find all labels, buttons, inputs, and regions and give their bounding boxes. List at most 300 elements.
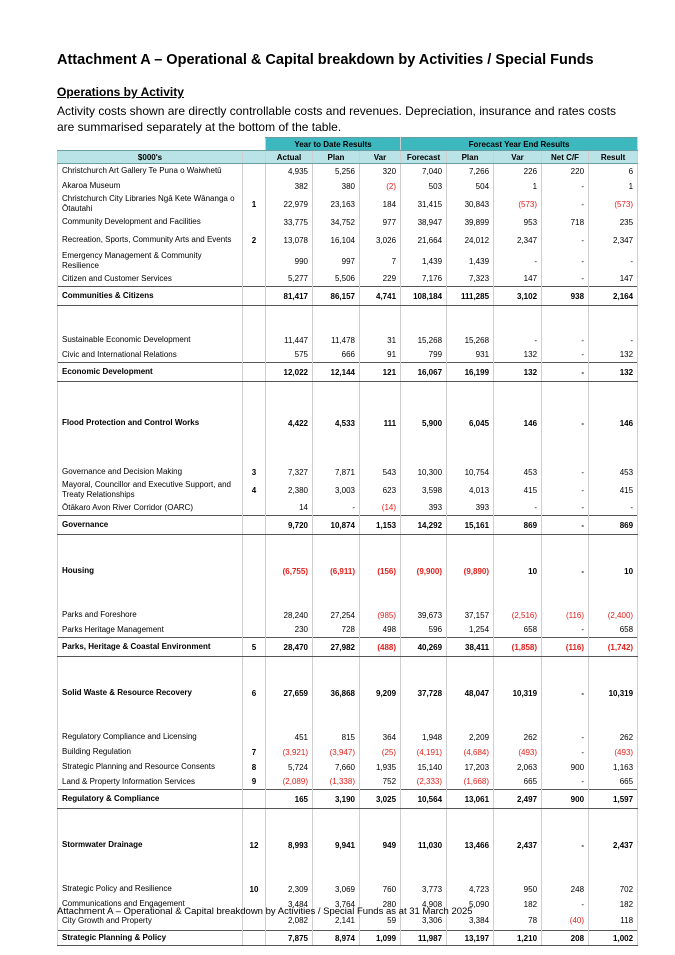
cell-var: 543 [360, 465, 401, 480]
cell-fvar: 262 [494, 730, 542, 745]
cell-plan: 2,141 [313, 912, 360, 931]
cell-forecast: 4,908 [401, 897, 447, 912]
cell-netcf: 900 [542, 760, 589, 775]
table-row [58, 623, 638, 638]
cell-fvar: (493) [494, 745, 542, 760]
cell-plan: 16,104 [313, 230, 360, 251]
table-row [58, 251, 638, 272]
cell-result: (2,400) [589, 608, 638, 623]
cell-fplan: 38,411 [447, 638, 494, 657]
cell-netcf: 220 [542, 164, 589, 179]
cell-netcf: - [542, 745, 589, 760]
cell-fplan: 4,013 [447, 480, 494, 501]
activity-label: Housing [58, 562, 243, 581]
cell-fplan: 6,045 [447, 409, 494, 438]
cell-fplan: 931 [447, 348, 494, 363]
cell-fplan: 7,323 [447, 272, 494, 287]
cell-fvar: 78 [494, 912, 542, 931]
cell-fvar: 3,102 [494, 287, 542, 306]
cell-forecast: 108,184 [401, 287, 447, 306]
table-row [58, 179, 638, 194]
cell-fplan: 4,723 [447, 882, 494, 897]
cell-actual: 28,240 [266, 608, 313, 623]
cell-actual: 4,422 [266, 409, 313, 438]
note-ref: 6 [243, 684, 266, 703]
cell-netcf: - [542, 501, 589, 516]
cell-var: 364 [360, 730, 401, 745]
cell-forecast: 596 [401, 623, 447, 638]
cell-fvar: 2,497 [494, 790, 542, 809]
note-ref [243, 333, 266, 348]
cell-actual: 990 [266, 251, 313, 272]
cell-netcf: - [542, 179, 589, 194]
cell-netcf: - [542, 333, 589, 348]
cell-fvar: (1,858) [494, 638, 542, 657]
cell-var: 9,209 [360, 684, 401, 703]
note-ref [243, 730, 266, 745]
cell-forecast: 14,292 [401, 516, 447, 535]
cell-forecast: 37,728 [401, 684, 447, 703]
cell-plan: 7,660 [313, 760, 360, 775]
col-header-net-cf: Net C/F [542, 151, 589, 164]
table-row [58, 194, 638, 215]
cell-result: - [589, 333, 638, 348]
cell-result: 415 [589, 480, 638, 501]
cell-forecast: 7,040 [401, 164, 447, 179]
cell-netcf: 248 [542, 882, 589, 897]
table-row [58, 215, 638, 230]
table-row [58, 409, 638, 438]
cell-netcf: (116) [542, 608, 589, 623]
activity-label: Emergency Management & Community Resilience [58, 251, 243, 272]
cell-plan: 5,256 [313, 164, 360, 179]
note-ref [243, 363, 266, 382]
cell-actual: 2,380 [266, 480, 313, 501]
cell-plan: 34,752 [313, 215, 360, 230]
note-ref [243, 623, 266, 638]
table-row [58, 745, 638, 760]
cell-forecast: 3,598 [401, 480, 447, 501]
spacer-row [58, 657, 638, 684]
cell-fplan: 37,157 [447, 608, 494, 623]
cell-actual: 7,327 [266, 465, 313, 480]
cell-forecast: 11,987 [401, 931, 447, 946]
cell-fvar: 10,319 [494, 684, 542, 703]
cell-forecast: 3,773 [401, 882, 447, 897]
note-ref [243, 287, 266, 306]
note-ref: 4 [243, 480, 266, 501]
spacer-row [58, 855, 638, 882]
cell-fvar: 146 [494, 409, 542, 438]
activity-label: Communications and Engagement [58, 897, 243, 912]
cell-result: 118 [589, 912, 638, 931]
cell-actual: 165 [266, 790, 313, 809]
cell-netcf: - [542, 251, 589, 272]
cell-actual: 22,979 [266, 194, 313, 215]
table-body [58, 164, 638, 946]
spacer-row [58, 581, 638, 608]
cell-plan: 7,871 [313, 465, 360, 480]
table-row [58, 348, 638, 363]
activity-label: City Growth and Property [58, 912, 243, 931]
cell-result: 702 [589, 882, 638, 897]
spacer-row [58, 438, 638, 465]
intro-paragraph: Activity costs shown are directly controllable costs and revenues. Depreciation, insurance and rates costs are summarised separately at the bottom of the table. [57, 104, 616, 134]
cell-result: 6 [589, 164, 638, 179]
cell-forecast: 10,300 [401, 465, 447, 480]
cell-actual: 11,447 [266, 333, 313, 348]
cell-fplan: 1,439 [447, 251, 494, 272]
cell-actual: (6,755) [266, 562, 313, 581]
activity-label: Strategic Policy and Resilience [58, 882, 243, 897]
note-ref [243, 501, 266, 516]
cell-plan: 27,982 [313, 638, 360, 657]
cell-fvar: 2,437 [494, 836, 542, 855]
cell-var: (2) [360, 179, 401, 194]
cell-netcf: - [542, 623, 589, 638]
table-row [58, 562, 638, 581]
spacer-row [58, 535, 638, 562]
table-row [58, 272, 638, 287]
cell-fplan: 7,266 [447, 164, 494, 179]
cell-netcf: - [542, 562, 589, 581]
table-row [58, 882, 638, 897]
cell-fplan: 13,061 [447, 790, 494, 809]
cell-netcf: - [542, 409, 589, 438]
cell-plan: 86,157 [313, 287, 360, 306]
col-header-plan: Plan [313, 151, 360, 164]
cell-forecast: 1,439 [401, 251, 447, 272]
cell-forecast: (2,333) [401, 775, 447, 790]
cell-netcf: 900 [542, 790, 589, 809]
cell-fplan: 39,899 [447, 215, 494, 230]
cell-result: - [589, 501, 638, 516]
note-ref [243, 562, 266, 581]
cell-var: 7 [360, 251, 401, 272]
cell-netcf: - [542, 363, 589, 382]
cell-fvar: 2,063 [494, 760, 542, 775]
col-header-result: Result [589, 151, 638, 164]
cell-plan: - [313, 501, 360, 516]
activity-label: Solid Waste & Resource Recovery [58, 684, 243, 703]
cell-fplan: 13,197 [447, 931, 494, 946]
cell-fvar: - [494, 333, 542, 348]
cell-result: 1,597 [589, 790, 638, 809]
cell-var: (14) [360, 501, 401, 516]
cell-forecast: 3,306 [401, 912, 447, 931]
cell-plan: 3,003 [313, 480, 360, 501]
cell-actual: 33,775 [266, 215, 313, 230]
table-subtotal-row [58, 516, 638, 535]
cell-var: (488) [360, 638, 401, 657]
cell-actual: 13,078 [266, 230, 313, 251]
cell-plan: 3,069 [313, 882, 360, 897]
cell-result: 1,163 [589, 760, 638, 775]
cell-plan: 3,764 [313, 897, 360, 912]
cell-netcf: - [542, 480, 589, 501]
note-ref [243, 164, 266, 179]
cell-netcf: - [542, 516, 589, 535]
cell-plan: 4,533 [313, 409, 360, 438]
cell-result: 869 [589, 516, 638, 535]
cell-fplan: 16,199 [447, 363, 494, 382]
activity-label: Ōtākaro Avon River Corridor (OARC) [58, 501, 243, 516]
activity-label: Economic Development [58, 363, 243, 382]
cell-actual: 5,724 [266, 760, 313, 775]
cell-fplan: 17,203 [447, 760, 494, 775]
cell-actual: (3,921) [266, 745, 313, 760]
note-ref [243, 348, 266, 363]
cell-fplan: 111,285 [447, 287, 494, 306]
cell-var: 91 [360, 348, 401, 363]
col-header-var: Var [360, 151, 401, 164]
cell-netcf: - [542, 897, 589, 912]
cell-actual: (2,089) [266, 775, 313, 790]
cell-actual: 575 [266, 348, 313, 363]
page-footer: Attachment A – Operational & Capital breakdown by Activities / Special Funds as at 31 March 2025 [57, 906, 473, 917]
header-blank [58, 138, 266, 151]
cell-actual: 451 [266, 730, 313, 745]
cell-netcf: - [542, 730, 589, 745]
cell-result: 453 [589, 465, 638, 480]
cell-actual: 27,659 [266, 684, 313, 703]
cell-actual: 8,993 [266, 836, 313, 855]
note-ref: 10 [243, 882, 266, 897]
cell-forecast: 11,030 [401, 836, 447, 855]
cell-var: (25) [360, 745, 401, 760]
cell-result: - [589, 251, 638, 272]
activity-label: Parks and Foreshore [58, 608, 243, 623]
cell-fvar: 453 [494, 465, 542, 480]
cell-fplan: (4,684) [447, 745, 494, 760]
table-row [58, 480, 638, 501]
cell-fplan: 15,268 [447, 333, 494, 348]
cell-result: 658 [589, 623, 638, 638]
cell-fvar: 415 [494, 480, 542, 501]
spacer-row [58, 809, 638, 836]
cell-var: 184 [360, 194, 401, 215]
activity-label: Governance and Decision Making [58, 465, 243, 480]
note-ref: 12 [243, 836, 266, 855]
activity-label: Citizen and Customer Services [58, 272, 243, 287]
cell-forecast: 15,140 [401, 760, 447, 775]
activity-label: Regulatory Compliance and Licensing [58, 730, 243, 745]
cell-fvar: - [494, 501, 542, 516]
cell-netcf: (116) [542, 638, 589, 657]
cell-fvar: 1,210 [494, 931, 542, 946]
table-row [58, 465, 638, 480]
cell-var: 280 [360, 897, 401, 912]
note-ref: 2 [243, 230, 266, 251]
cell-plan: 8,974 [313, 931, 360, 946]
note-ref [243, 409, 266, 438]
cell-result: 2,347 [589, 230, 638, 251]
activity-label: Christchurch Art Gallery Te Puna o Waiwhetū [58, 164, 243, 179]
table-subtotal-row [58, 931, 638, 946]
cell-var: 111 [360, 409, 401, 438]
page-title: Attachment A – Operational & Capital breakdown by Activities / Special Funds [57, 52, 594, 68]
cell-forecast: 16,067 [401, 363, 447, 382]
cell-var: 59 [360, 912, 401, 931]
cell-result: 182 [589, 897, 638, 912]
cell-forecast: 7,176 [401, 272, 447, 287]
note-ref: 1 [243, 194, 266, 215]
cell-result: (493) [589, 745, 638, 760]
cell-var: 3,026 [360, 230, 401, 251]
table-row [58, 760, 638, 775]
cell-netcf: (40) [542, 912, 589, 931]
table-subtotal-row [58, 790, 638, 809]
cell-var: 949 [360, 836, 401, 855]
cell-plan: 36,868 [313, 684, 360, 703]
cell-fplan: 10,754 [447, 465, 494, 480]
table-row [58, 836, 638, 855]
cell-fplan: 1,254 [447, 623, 494, 638]
cell-var: 31 [360, 333, 401, 348]
cell-actual: 14 [266, 501, 313, 516]
cell-plan: 666 [313, 348, 360, 363]
table-row [58, 730, 638, 745]
cell-plan: (1,338) [313, 775, 360, 790]
cell-result: (1,742) [589, 638, 638, 657]
table-row [58, 608, 638, 623]
cell-forecast: 1,948 [401, 730, 447, 745]
cell-forecast: 5,900 [401, 409, 447, 438]
cell-forecast: 40,269 [401, 638, 447, 657]
table-row [58, 230, 638, 251]
cell-plan: 380 [313, 179, 360, 194]
cell-result: 132 [589, 348, 638, 363]
cell-plan: (3,947) [313, 745, 360, 760]
cell-var: (156) [360, 562, 401, 581]
cell-result: 2,437 [589, 836, 638, 855]
cell-var: 3,025 [360, 790, 401, 809]
note-ref [243, 516, 266, 535]
activity-label: Building Regulation [58, 745, 243, 760]
cell-plan: 10,874 [313, 516, 360, 535]
activity-label: Strategic Planning and Resource Consents [58, 760, 243, 775]
cell-result: 132 [589, 363, 638, 382]
cell-netcf: 938 [542, 287, 589, 306]
cell-forecast: 39,673 [401, 608, 447, 623]
cell-netcf: - [542, 194, 589, 215]
cell-fvar: 2,347 [494, 230, 542, 251]
cell-actual: 9,720 [266, 516, 313, 535]
cell-fvar: 950 [494, 882, 542, 897]
col-header-forecast-var: Var [494, 151, 542, 164]
cell-fvar: 147 [494, 272, 542, 287]
spacer-row [58, 382, 638, 409]
note-ref: 7 [243, 745, 266, 760]
activity-label: Christchurch City Libraries Ngā Kete Wānanga o Ōtautahi [58, 194, 243, 215]
cell-forecast: 799 [401, 348, 447, 363]
activity-label: Strategic Planning & Policy [58, 931, 243, 946]
cell-fvar: 1 [494, 179, 542, 194]
cell-fplan: 393 [447, 501, 494, 516]
cell-fvar: (2,516) [494, 608, 542, 623]
cell-var: 623 [360, 480, 401, 501]
cell-fplan: 504 [447, 179, 494, 194]
cell-plan: 9,941 [313, 836, 360, 855]
col-header-note [243, 151, 266, 164]
cell-var: 4,741 [360, 287, 401, 306]
note-ref [243, 790, 266, 809]
cell-result: 2,164 [589, 287, 638, 306]
note-ref: 8 [243, 760, 266, 775]
cell-actual: 2,309 [266, 882, 313, 897]
cell-fvar: 132 [494, 363, 542, 382]
cell-fplan: 2,209 [447, 730, 494, 745]
cell-actual: 12,022 [266, 363, 313, 382]
cell-fplan: (1,668) [447, 775, 494, 790]
table-row [58, 164, 638, 179]
note-ref [243, 179, 266, 194]
cell-result: 1 [589, 179, 638, 194]
cell-result: 262 [589, 730, 638, 745]
cell-actual: 5,277 [266, 272, 313, 287]
note-ref [243, 272, 266, 287]
cell-result: 10,319 [589, 684, 638, 703]
table-group-header-row [58, 138, 638, 151]
cell-plan: 11,478 [313, 333, 360, 348]
cell-forecast: 10,564 [401, 790, 447, 809]
table-row [58, 501, 638, 516]
cell-fplan: 30,843 [447, 194, 494, 215]
table-column-header-row [58, 151, 638, 164]
cell-fvar: 665 [494, 775, 542, 790]
cell-fplan: 3,384 [447, 912, 494, 931]
note-ref [243, 251, 266, 272]
activity-label: Parks, Heritage & Coastal Environment [58, 638, 243, 657]
activity-label: Akaroa Museum [58, 179, 243, 194]
cell-var: 1,099 [360, 931, 401, 946]
cell-forecast: 31,415 [401, 194, 447, 215]
cell-plan: 997 [313, 251, 360, 272]
cell-plan: 728 [313, 623, 360, 638]
cell-result: 1,002 [589, 931, 638, 946]
cell-netcf: - [542, 775, 589, 790]
cell-fvar: 226 [494, 164, 542, 179]
cell-actual: 28,470 [266, 638, 313, 657]
activity-label: Stormwater Drainage [58, 836, 243, 855]
cell-actual: 4,935 [266, 164, 313, 179]
header-ytd-group: Year to Date Results [266, 138, 401, 151]
cell-fplan: 13,466 [447, 836, 494, 855]
cell-result: 10 [589, 562, 638, 581]
cell-netcf: - [542, 465, 589, 480]
cell-fplan: 15,161 [447, 516, 494, 535]
cell-forecast: 393 [401, 501, 447, 516]
cell-netcf: - [542, 272, 589, 287]
cell-actual: 2,082 [266, 912, 313, 931]
cell-fvar: 953 [494, 215, 542, 230]
cell-actual: 81,417 [266, 287, 313, 306]
col-header-forecast-plan: Plan [447, 151, 494, 164]
cell-forecast: 21,664 [401, 230, 447, 251]
cell-var: 752 [360, 775, 401, 790]
activity-label: Civic and International Relations [58, 348, 243, 363]
cell-fvar: 869 [494, 516, 542, 535]
cell-result: 665 [589, 775, 638, 790]
activity-label: Governance [58, 516, 243, 535]
cell-netcf: - [542, 230, 589, 251]
col-header-forecast: Forecast [401, 151, 447, 164]
note-ref [243, 215, 266, 230]
activity-label: Community Development and Facilities [58, 215, 243, 230]
cell-var: 320 [360, 164, 401, 179]
cell-plan: 12,144 [313, 363, 360, 382]
activity-label: Land & Property Information Services [58, 775, 243, 790]
